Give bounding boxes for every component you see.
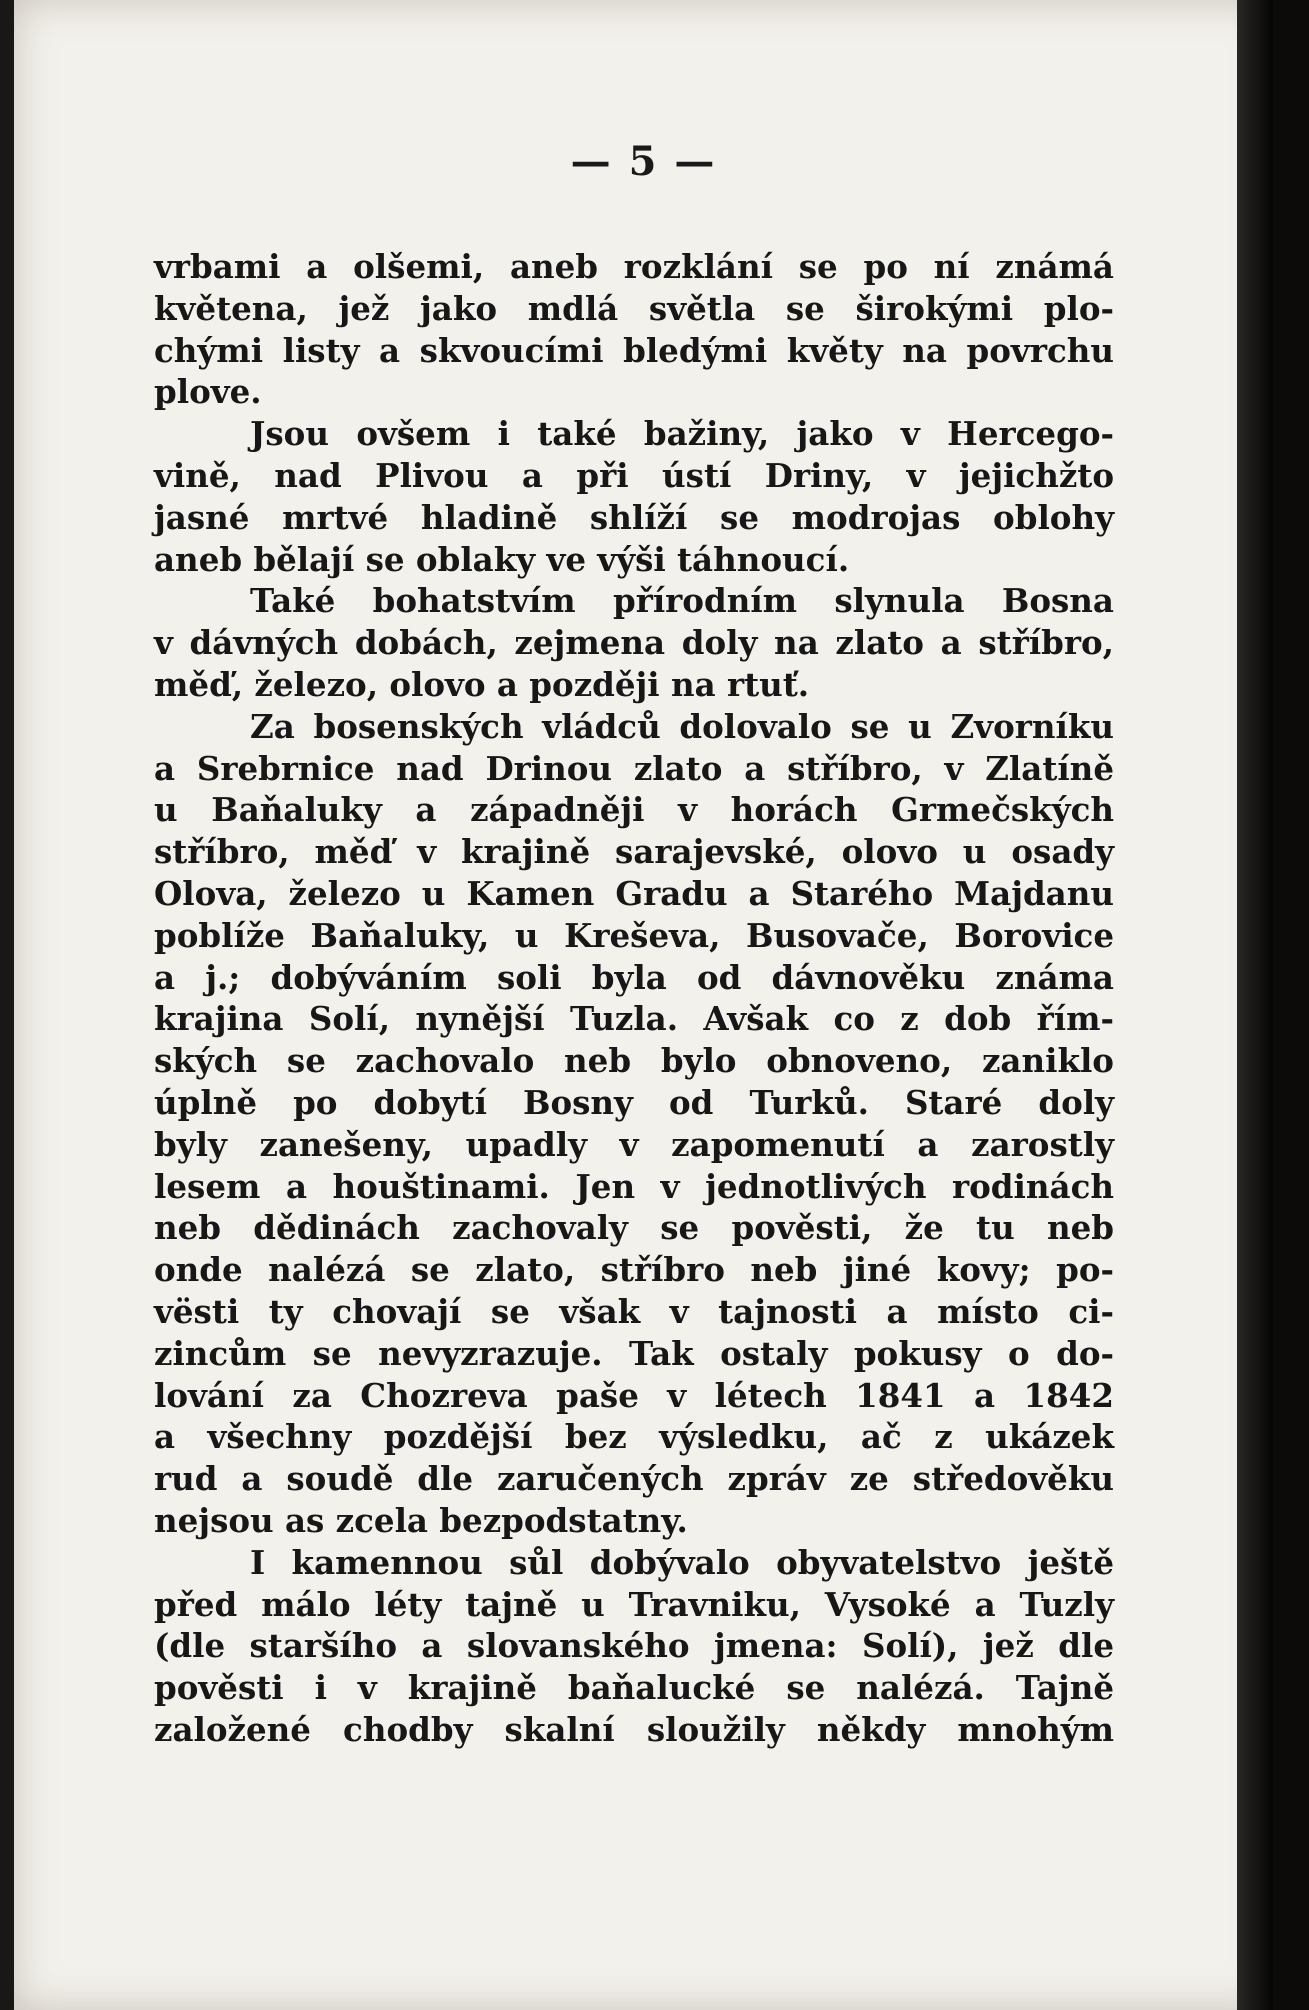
book-page (14, 0, 1273, 2010)
text-line: jasné mrtvé hladině shlíží se modrojas oblohy (154, 497, 1114, 537)
text-line: poblíže Baňaluky, u Kreševa, Busovače, Borovice (154, 915, 1114, 955)
text-line: onde nalézá se zlato, stříbro neb jiné kovy; po- (154, 1250, 1114, 1290)
text-line: aneb bělají se oblaky ve výši táhnoucí. (154, 539, 850, 579)
body-text (154, 246, 1114, 1751)
text-line: úplně po dobytí Bosny od Turků. Staré doly (154, 1082, 1114, 1122)
text-line: lesem a houštinami. Jen v jednotlivých rodinách (154, 1166, 1114, 1206)
text-line: v dávných dobách, zejmena doly na zlato a stříbro, (154, 623, 1114, 663)
text-line: Olova, železo u Kamen Gradu a Starého Majdanu (154, 873, 1114, 913)
page-number: — 5 — (570, 138, 717, 185)
text-line: měď, železo, olovo a později na rtuť. (154, 664, 810, 704)
text-line: před málo léty tajně u Travniku, Vysoké a Tuzly (154, 1584, 1114, 1624)
paragraph (154, 580, 1114, 705)
text-line: Za bosenských vládců dolovalo se u Zvorníku (250, 706, 1114, 746)
text-line: a všechny pozdější bez výsledku, ač z ukázek (154, 1417, 1114, 1457)
text-line: vësti ty chovají se však v tajnosti a místo ci- (154, 1291, 1114, 1331)
text-line: Jsou ovšem i také bažiny, jako v Hercego- (250, 414, 1114, 454)
text-line: chými listy a skvoucími bledými květy na povrchu (154, 330, 1114, 370)
text-line: nejsou as zcela bezpodstatny. (154, 1500, 688, 1540)
text-line: byly zanešeny, upadly v zapomenutí a zarostly (154, 1124, 1114, 1164)
text-line: a j.; dobýváním soli byla od dávnověku známa (154, 957, 1114, 997)
paragraph (154, 246, 1114, 413)
text-line: u Baňaluky a západněji v horách Grmečských (154, 790, 1114, 830)
scan-right-edge (1237, 0, 1273, 2010)
text-line: ských se zachovalo neb bylo obnoveno, zaniklo (154, 1041, 1114, 1081)
text-line: zincům se nevyzrazuje. Tak ostaly pokusy o do- (154, 1333, 1114, 1373)
text-line: plove. (154, 372, 262, 412)
text-line: Také bohatstvím přírodním slynula Bosna (250, 581, 1114, 621)
text-line: a Srebrnice nad Drinou zlato a stříbro, v Zlatíně (154, 748, 1114, 788)
text-line: (dle staršího a slovanského jmena: Solí), jež dle (154, 1626, 1114, 1666)
text-line: lování za Chozreva paše v létech 1841 a 1842 (154, 1375, 1114, 1415)
text-line: krajina Solí, nynější Tuzla. Avšak co z dob řím- (154, 999, 1114, 1039)
scan-left-edge (0, 0, 14, 2010)
paragraph (154, 706, 1114, 1542)
text-line: pověsti i v krajině baňalucké se nalézá. Tajně (154, 1668, 1114, 1708)
paragraph (154, 1542, 1114, 1751)
text-line: neb dědinách zachovaly se pověsti, že tu neb (154, 1208, 1114, 1248)
text-line: I kamennou sůl dobývalo obyvatelstvo ještě (250, 1542, 1114, 1582)
text-line: květena, jež jako mdlá světla se širokými plo- (154, 288, 1114, 328)
paragraph (154, 413, 1114, 580)
text-line: stříbro, měď v krajině sarajevské, olovo u osady (154, 832, 1114, 872)
text-line: vině, nad Plivou a při ústí Driny, v jejichžto (154, 455, 1114, 495)
text-line: rud a soudě dle zaručených zpráv ze středověku (154, 1459, 1114, 1499)
text-line: vrbami a olšemi, aneb rozklání se po ní známá (154, 247, 1114, 286)
text-line: založené chodby skalní sloužily někdy mnohým (154, 1709, 1114, 1749)
